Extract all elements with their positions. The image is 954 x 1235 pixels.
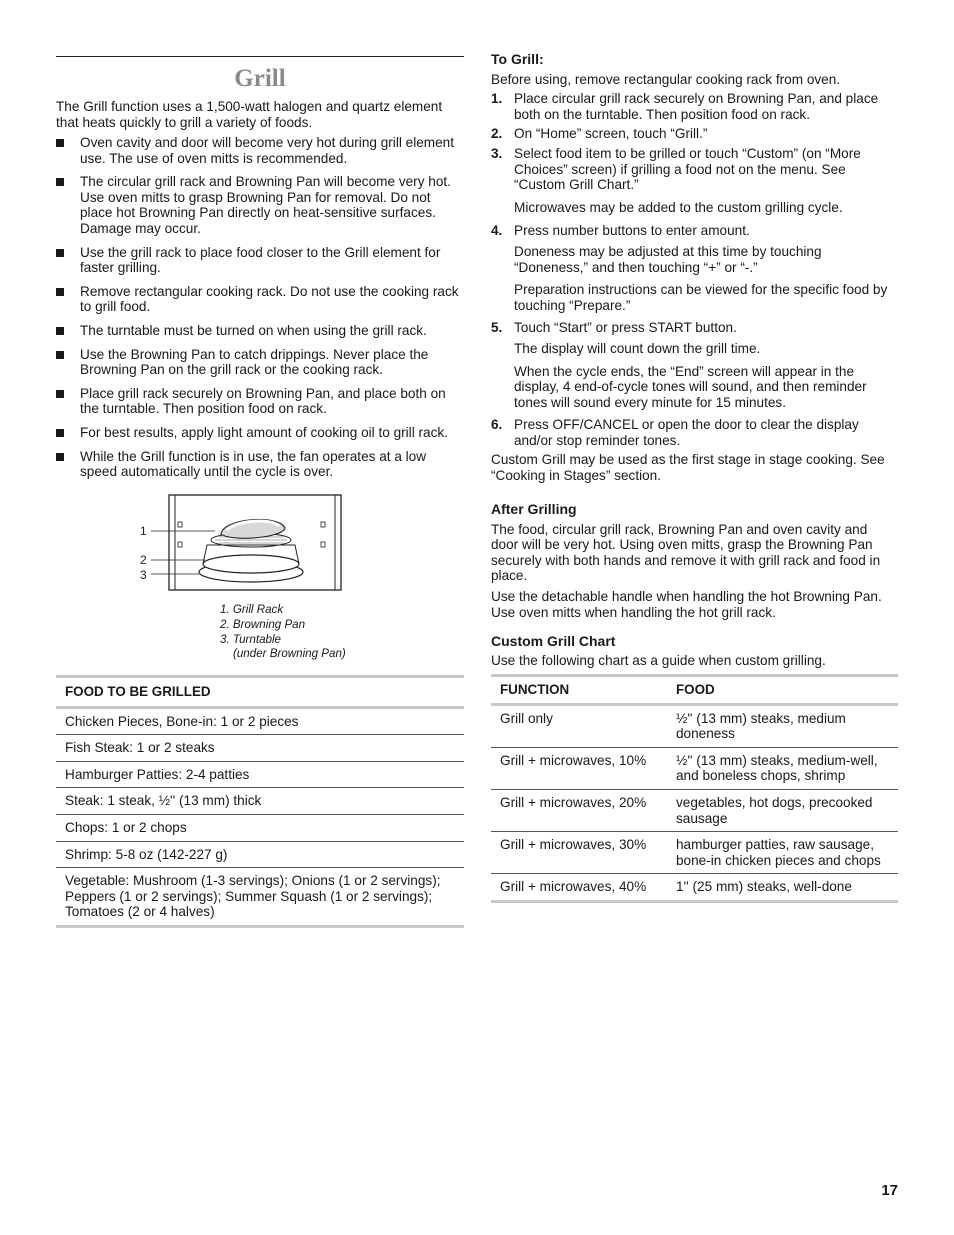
safety-bullet-list	[56, 135, 464, 488]
to-grill-steps	[491, 91, 898, 448]
after-grilling-paragraph-2: Use the detachable handle when handling the hot Browning Pan. Use oven mitts when handling the hot grill rack.	[491, 588, 882, 620]
bullet-item: Use the grill rack to place food closer to the Grill element for faster grilling.	[56, 245, 464, 276]
step-item: 6. Press OFF/CANCEL or open the door to clear the display and/or stop reminder tones.	[491, 417, 859, 448]
step-item: 5. Touch “Start” or press START button. The display will count down the grill time. When the cycle ends, the “End” screen will appear in the display, 4 end-of-cycle tones will sound, and then reminder tones will sound every minute for 15 minutes.	[491, 320, 867, 410]
table-row: Steak: 1 steak, ½'' (13 mm) thick	[56, 788, 464, 815]
square-bullet-icon	[56, 249, 64, 257]
bullet-item: Remove rectangular cooking rack. Do not use the cooking rack to grill food.	[56, 284, 464, 315]
table-row: Chops: 1 or 2 chops	[56, 814, 464, 841]
table-row: Chicken Pieces, Bone-in: 1 or 2 pieces	[56, 707, 464, 735]
figure-captions	[220, 603, 346, 661]
after-grilling-paragraph-1: The food, circular grill rack, Browning Pan and oven cavity and door will be very hot. Using oven mitts, grasp the Browning Pan securely with both hands and remove it with grill rack and food in place.	[491, 521, 881, 584]
bullet-item: Oven cavity and door will become very hot during grill element use. The use of oven mitts is recommended.	[56, 135, 464, 166]
table-row: Hamburger Patties: 2-4 patties	[56, 761, 464, 788]
square-bullet-icon	[56, 178, 64, 186]
grill-rack-illustration	[135, 490, 355, 595]
table-row: Grill only ½'' (13 mm) steaks, medium doneness	[491, 704, 898, 747]
caption-turntable-note: (under Browning Pan)	[233, 647, 346, 660]
food-table-header: FOOD TO BE GRILLED	[56, 677, 464, 708]
custom-grill-chart-heading: Custom Grill Chart	[491, 633, 616, 649]
table-row: Shrimp: 5-8 oz (142-227 g)	[56, 841, 464, 868]
bullet-item: Use the Browning Pan to catch drippings. Never place the Browning Pan on the grill rack or the cooking rack.	[56, 347, 464, 378]
square-bullet-icon	[56, 139, 64, 147]
function-column-header: FUNCTION	[491, 676, 667, 705]
square-bullet-icon	[56, 429, 64, 437]
page-title: Grill	[234, 65, 286, 92]
caption-grill-rack: 1. Grill Rack	[220, 603, 284, 616]
to-grill-section	[491, 52, 898, 484]
bullet-item: Place grill rack securely on Browning Pan, and place both on the turntable. Then position food on rack.	[56, 386, 464, 417]
after-grilling-section	[491, 502, 898, 620]
square-bullet-icon	[56, 351, 64, 359]
square-bullet-icon	[56, 288, 64, 296]
table-row: Grill + microwaves, 30% hamburger patties, raw sausage, bone-in chicken pieces and chops	[491, 832, 898, 874]
caption-browning-pan: 2. Browning Pan	[220, 618, 306, 631]
bullet-item: While the Grill function is in use, the fan operates at a low speed automatically until the cycle is over.	[56, 449, 464, 480]
to-grill-intro: Before using, remove rectangular cooking rack from oven.	[491, 71, 841, 87]
after-grilling-heading: After Grilling	[491, 501, 577, 517]
table-row: Grill + microwaves, 40% 1'' (25 mm) steaks, well-done	[491, 874, 898, 902]
step-item: 3. Select food item to be grilled or touch “Custom” (on “More Choices” screen) if grilling a food not on the menu. See “Custom Grill Chart.” Microwaves may be added to the custom grilling cycle.	[491, 145, 861, 215]
table-row: Grill + microwaves, 10% ½'' (13 mm) steaks, medium-well, and boneless chops, shrimp	[491, 747, 898, 789]
food-column-header: FOOD	[667, 676, 898, 705]
custom-grill-chart-intro: Use the following chart as a guide when custom grilling.	[491, 652, 826, 668]
custom-grill-chart-section	[491, 634, 898, 668]
bullet-item: For best results, apply light amount of cooking oil to grill rack.	[56, 425, 464, 441]
square-bullet-icon	[56, 453, 64, 461]
table-row: Vegetable: Mushroom (1-3 servings); Onions (1 or 2 servings); Peppers (1 or 2 servings); Summer Squash (1 or 2 servings); Tomatoes (2 or 4 halves)	[56, 868, 464, 927]
to-grill-heading: To Grill:	[491, 51, 544, 67]
square-bullet-icon	[56, 327, 64, 335]
callout-3: 3	[140, 568, 147, 582]
callout-2: 2	[140, 553, 147, 567]
step-item: 1. Place circular grill rack securely on Browning Pan, and place both on the turntable. Then position food on rack.	[491, 91, 879, 122]
bullet-item: The turntable must be turned on when using the grill rack.	[56, 323, 464, 339]
top-rule	[56, 56, 464, 57]
callout-1: 1	[140, 524, 147, 538]
custom-grill-chart-table	[491, 674, 898, 903]
step-item: 4. Press number buttons to enter amount. Doneness may be adjusted at this time by touching “Doneness,” and then touching “+” or “-.” Preparation instructions can be viewed for the specific food by touching “Prepare.”	[491, 223, 888, 313]
page-number: 17	[881, 1182, 898, 1199]
to-grill-note: Custom Grill may be used as the first stage in stage cooking. See “Cooking in Stages” section.	[491, 452, 885, 484]
food-to-be-grilled-table	[56, 675, 464, 928]
step-item: 2. On “Home” screen, touch “Grill.”	[491, 126, 708, 142]
table-row: Grill + microwaves, 20% vegetables, hot dogs, precooked sausage	[491, 789, 898, 831]
intro-paragraph: The Grill function uses a 1,500-watt halogen and quartz element that heats quickly to grill a variety of foods.	[56, 99, 443, 130]
bullet-item: The circular grill rack and Browning Pan will become very hot. Use oven mitts to grasp Browning Pan for removal. Do not place hot Browning Pan directly on heat-sensitive surfaces. Damage may occur.	[56, 174, 464, 236]
square-bullet-icon	[56, 390, 64, 398]
caption-turntable: 3. Turntable	[220, 633, 282, 646]
table-row: Fish Steak: 1 or 2 steaks	[56, 735, 464, 762]
